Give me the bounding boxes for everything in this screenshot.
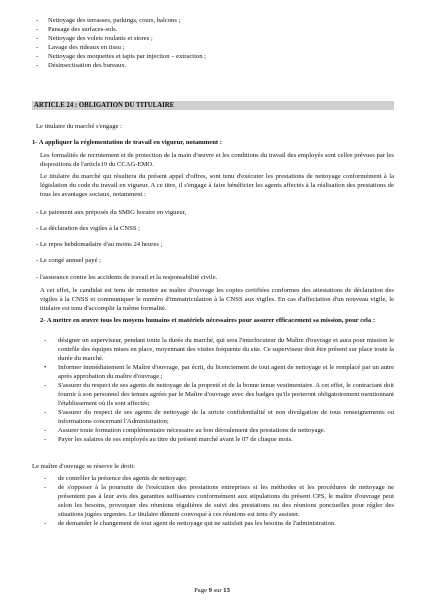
list-item: - S'assurer du respect de ses agents de nettoyage de la propreté et de la bonne tenue vestimentaire. A cet effet, le contractant doit fournir à son personnel des tenues agrées par le Maître d'ouvrage avec des badges qu'ils porteront obligatoirement mentionnant l'établissement où ils sont affectés; bbox=[44, 381, 394, 408]
article-heading: ARTICLE 24 : OBLIGATION DU TITULAIRE bbox=[32, 101, 394, 110]
list-item: - Pansage des surfaces-sols. bbox=[36, 25, 386, 34]
list-item: - Assurer toute formation complémentaire nécessaire au bon déroulement des prestations de nettoyage. bbox=[44, 426, 394, 435]
point1-title: 1- A appliquer la réglementation de travail en vigueur, notamment : bbox=[32, 139, 222, 146]
page-word: Page bbox=[194, 587, 207, 594]
list-item: - S'assurer du respect de ses agents de nettoyage de la stricte confidentialité et non divulgation de tous renseignements ou informations concernant l'Administration; bbox=[44, 408, 394, 426]
page-number: 9 bbox=[208, 587, 212, 594]
list-item: - désigner un superviseur, pendant toute la durée du marché, qui sera l'interlocuteur du Maître d'ouvrage et aura pour mission le contrôle des équipes mises en place, moyennant des visites fréquente du site. Ce superviseur doit être présent sur place toute la durée du marché. bbox=[44, 336, 394, 363]
point1-paragraph-2: Le titulaire du marché qui résultera du présent appel d'offres, sont tenu d'exécuter les prestations de nettoyage conformément à la législation du code du travail en vigueur. A ce titre, il s'engage à faire bénéficier les agents affectés à la réalisation des prestations de tous les avantages sociaux, notamment : bbox=[40, 173, 394, 198]
page-total: 13 bbox=[223, 587, 230, 594]
point2-list bbox=[44, 336, 394, 444]
benefit-item: - l'assurance contre les accidents de travail et la responsabilité civile. bbox=[36, 274, 218, 281]
list-item: - Désinsectisation des bureaux. bbox=[36, 61, 386, 70]
point2-title: 2- A mettre en œuvre tous les moyens humains et matériels nécessaires pour assurer efficacement sa mission, pour cela : bbox=[40, 317, 376, 324]
point1-paragraph-3: A cet effet, le candidat est tenu de remettre au maître d'ouvrage les copies certifiées conformes des attestations de déclaration des vigiles à la CNSS et communiquer le numéro d'immatriculation à la CNSS aux vigiles. En cas d'affectation d'un nouveau vigile, le titulaire est tenu d'accomplir la même formalité. bbox=[40, 287, 394, 312]
benefit-item: - Le repos hebdomadaire d'au moins 24 heures ; bbox=[36, 241, 163, 248]
list-item: • Informer immédiatement le Maître d'ouvrage, par écrit, du licenciement de tout agent de nettoyage et le remplacé par un autre après approbation du maître d'ouvrage ; bbox=[44, 363, 394, 381]
list-item: - Nettoyage des volets roulants et stores ; bbox=[36, 34, 386, 43]
list-item: - de s'opposer à la poursuite de l'exécution des prestations entreprises si les méthodes et les procédures de nettoyage ne présentent pas à leur avis des garanties suffisantes conformément aux stipulations du présent CPS, le maître d'ouvrage peut selon les besoins, provoquer des réunions régulières de suivi des prestations ou des réunions ponctuelles pour régler des situations jugées urgentes. Le titulaire dûment convoqué à ces réunions est tenu d'y assister. bbox=[44, 483, 394, 519]
list-item: - Nettoyage des moquettes et tapis par injection – extraction ; bbox=[36, 52, 386, 61]
intro-text: Le titulaire du marché s'engage : bbox=[36, 123, 122, 130]
cleaning-task-list bbox=[36, 16, 386, 70]
list-item: - de contrôler la présence des agents de nettoyage; bbox=[44, 474, 394, 483]
page-footer bbox=[0, 586, 424, 595]
list-item: - Lavage des rideaux en tissu ; bbox=[36, 43, 386, 52]
owner-rights-list bbox=[44, 474, 394, 528]
list-item: - de demander le changement de tout agent de nettoyage qui ne satisfait pas les besoins de l'administration. bbox=[44, 519, 394, 528]
benefit-item: - La déclaration des vigiles à la CNSS ; bbox=[36, 225, 141, 232]
point1-paragraph-1: Les formalités de recrutement et de protection de la main d'œuvre et les conditions du travail des employés sont celles prévues par les dispositions de l'article19 du CCAG-EMO. bbox=[40, 152, 394, 168]
list-item: - Nettoyage des terrasses, parkings, cours, balcons ; bbox=[36, 16, 386, 25]
benefit-item: - Le paiement aux préposés du SMIG horaire en vigueur, bbox=[36, 209, 187, 216]
benefit-item: - Le congé annuel payé ; bbox=[36, 257, 101, 264]
owner-intro: Le maître d'ouvrage se réserve le droit: bbox=[32, 463, 135, 470]
sur-word: sur bbox=[213, 587, 222, 594]
list-item: - Payer les salaires de ses employés au titre du présent marché avant le 07 de chaque mois. bbox=[44, 435, 394, 444]
